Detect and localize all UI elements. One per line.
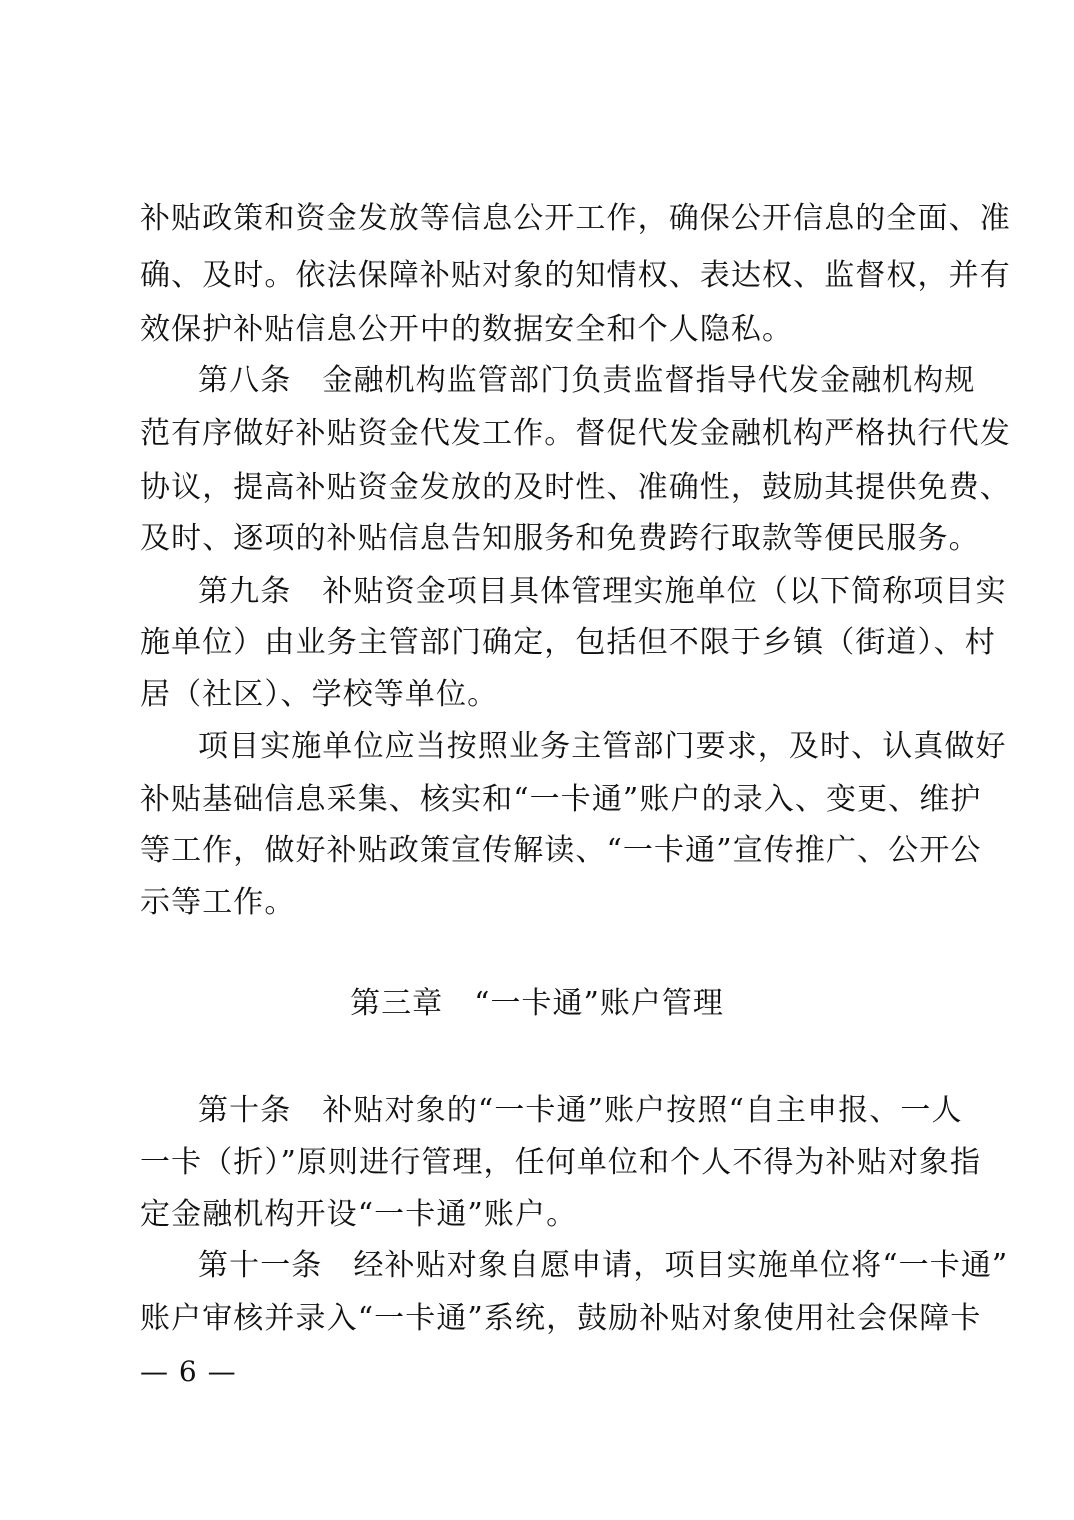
paragraph-line: 补贴基础信息采集、核实和“一卡通”账户的录入、变更、维护 <box>140 782 982 817</box>
paragraph-line: 补贴政策和资金发放等信息公开工作，确保公开信息的全面、准 <box>140 201 1011 236</box>
paragraph-line: 范有序做好补贴资金代发工作。督促代发金融机构严格执行代发 <box>140 416 1011 451</box>
paragraph-line: 账户审核并录入“一卡通”系统，鼓励补贴对象使用社会保障卡 <box>140 1301 982 1336</box>
paragraph-line: 施单位）由业务主管部门确定，包括但不限于乡镇（街道）、村 <box>140 625 996 660</box>
paragraph-line: 协议，提高补贴资金发放的及时性、准确性，鼓励其提供免费、 <box>140 470 1011 505</box>
paragraph-line: 项目实施单位应当按照业务主管部门要求，及时、认真做好 <box>198 729 1007 764</box>
paragraph-line: 居（社区）、学校等单位。 <box>140 677 499 712</box>
paragraph-line: 效保护补贴信息公开中的数据安全和个人隐私。 <box>140 312 794 347</box>
paragraph-line: 定金融机构开设“一卡通”账户。 <box>140 1197 578 1232</box>
article-11-line: 第十一条 经补贴对象自愿申请，项目实施单位将“一卡通” <box>198 1248 1009 1283</box>
page-number: — 6 — <box>140 1355 237 1388</box>
paragraph-line: 确、及时。依法保障补贴对象的知情权、表达权、监督权，并有 <box>140 258 1011 293</box>
article-8-line: 第八条 金融机构监管部门负责监督指导代发金融机构规 <box>198 363 976 398</box>
chapter-heading: 第三章 “一卡通”账户管理 <box>350 986 724 1021</box>
paragraph-line: 一卡（折）”原则进行管理，任何单位和个人不得为补贴对象指 <box>140 1145 982 1180</box>
paragraph-line: 及时、逐项的补贴信息告知服务和免费跨行取款等便民服务。 <box>140 521 980 556</box>
paragraph-line: 等工作，做好补贴政策宣传解读、“一卡通”宣传推广、公开公 <box>140 833 982 868</box>
article-10-line: 第十条 补贴对象的“一卡通”账户按照“自主申报、一人 <box>198 1093 963 1128</box>
article-9-line: 第九条 补贴资金项目具体管理实施单位（以下简称项目实 <box>198 574 1007 609</box>
paragraph-line: 示等工作。 <box>140 885 296 920</box>
